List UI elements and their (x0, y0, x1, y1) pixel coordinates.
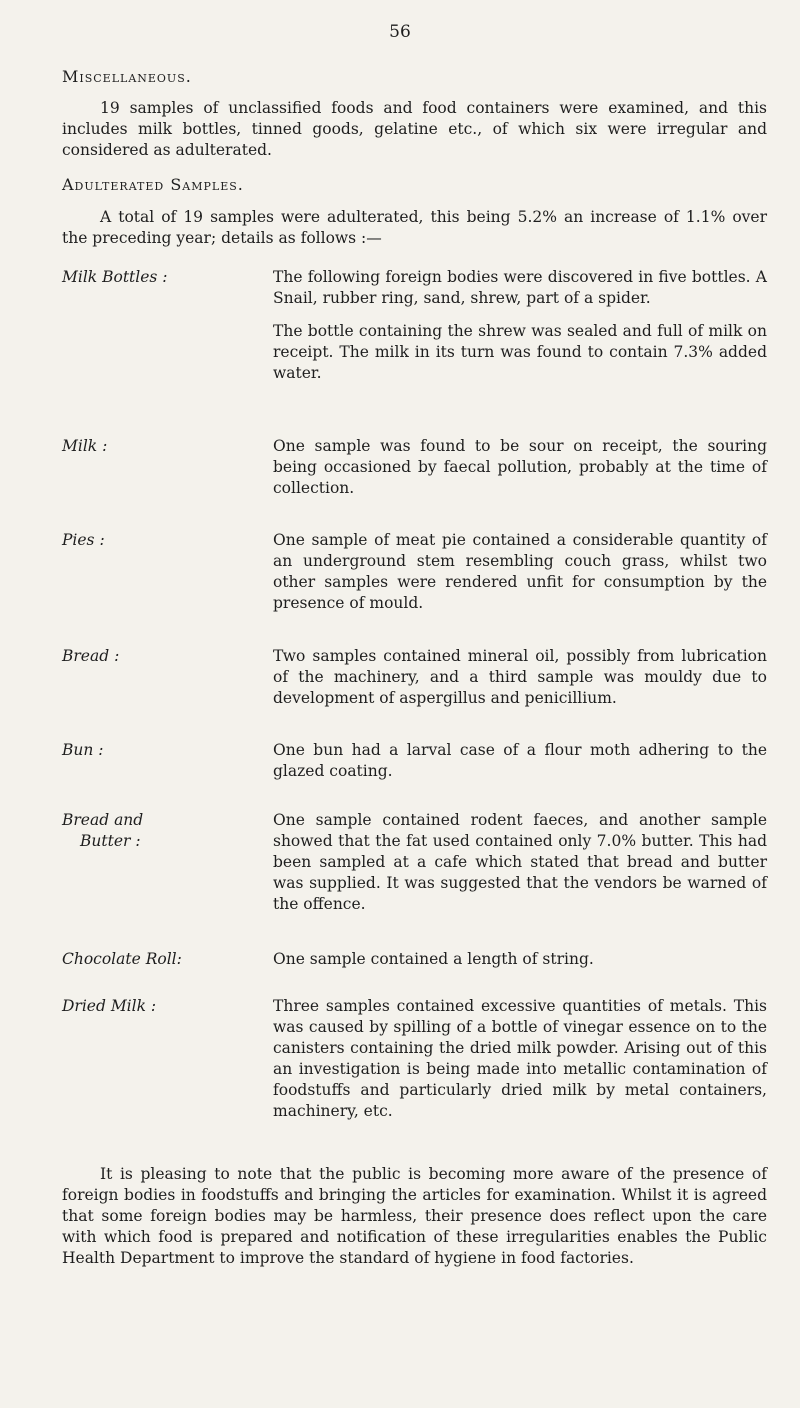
entry-body (273, 740, 767, 794)
entry-paragraph: The following foreign bodies were discovered in five bottles. A Snail, rubber ring, sand, shrew, part of a spider. (273, 268, 767, 307)
miscellaneous-heading: Miscellaneous. (62, 67, 192, 86)
entry-body (273, 949, 767, 982)
page-number: 56 (389, 22, 411, 42)
miscellaneous-text: 19 samples of unclassified foods and food containers were examined, and this includes milk bottles, tinned goods, gelatine etc., of which six were irregular and considered as adulterated. (62, 99, 767, 159)
entry-body (273, 436, 767, 511)
entry-label: Pies : (62, 531, 105, 549)
entry-body (273, 996, 767, 1134)
entry-body (273, 646, 767, 721)
entry-paragraph: Two samples contained mineral oil, possibly from lubrication of the machinery, and a third sample was mouldy due to development of aspergillus and penicillium. (273, 647, 767, 707)
entry-label-line: Bread and (62, 811, 144, 829)
entry-paragraph: Three samples contained excessive quantities of metals. This was caused by spilling of a bottle of vinegar essence on to the canisters containing the dried milk powder. Arising out of this an investigation is being made into metallic contamination of foodstuffs and particularly dried milk by metal containers, machinery, etc. (273, 997, 767, 1120)
entry-body (273, 810, 767, 927)
entry-label: Chocolate Roll: (62, 950, 182, 968)
entry-label: Bread : (62, 647, 120, 665)
entry-paragraph: One sample contained a length of string. (273, 950, 594, 968)
entry-label: Dried Milk : (62, 997, 157, 1015)
entry-label: Milk Bottles : (62, 268, 168, 286)
entry-label: Bun : (62, 741, 104, 759)
entry-body (273, 267, 767, 396)
entry-body (273, 530, 767, 626)
closing-paragraph: It is pleasing to note that the public is becoming more aware of the presence of foreign bodies in foodstuffs and bringing the articles for examination. Whilst it is agreed that some foreign bodies may be harmless, their presence does reflect upon the care with which food is prepared and notification of these irregularities enables the Public Health Department to improve the standard of hygiene in food factories. (62, 1165, 767, 1267)
entry-label-line: Butter : (80, 832, 141, 850)
entry-label (62, 810, 262, 852)
adulterated-samples-text: A total of 19 samples were adulterated, this being 5.2% an increase of 1.1% over the preceding year; details as follows :— (62, 208, 767, 247)
entry-paragraph: One sample contained rodent faeces, and another sample showed that the fat used contained only 7.0% butter. This had been sampled at a cafe which stated that bread and butter was supplied. It was suggested that the vendors be warned of the offence. (273, 811, 767, 913)
entry-paragraph: The bottle containing the shrew was sealed and full of milk on receipt. The milk in its turn was found to contain 7.3% added water. (273, 322, 767, 382)
adulterated-samples-heading: Adulterated Samples. (62, 175, 244, 194)
entry-label: Milk : (62, 437, 108, 455)
entry-paragraph: One sample was found to be sour on receipt, the souring being occasioned by faecal pollution, probably at the time of collection. (273, 437, 767, 497)
entry-paragraph: One sample of meat pie contained a considerable quantity of an underground stem resembling couch grass, whilst two other samples were rendered unfit for consumption by the presence of mould. (273, 531, 767, 612)
entry-paragraph: One bun had a larval case of a flour moth adhering to the glazed coating. (273, 741, 767, 780)
